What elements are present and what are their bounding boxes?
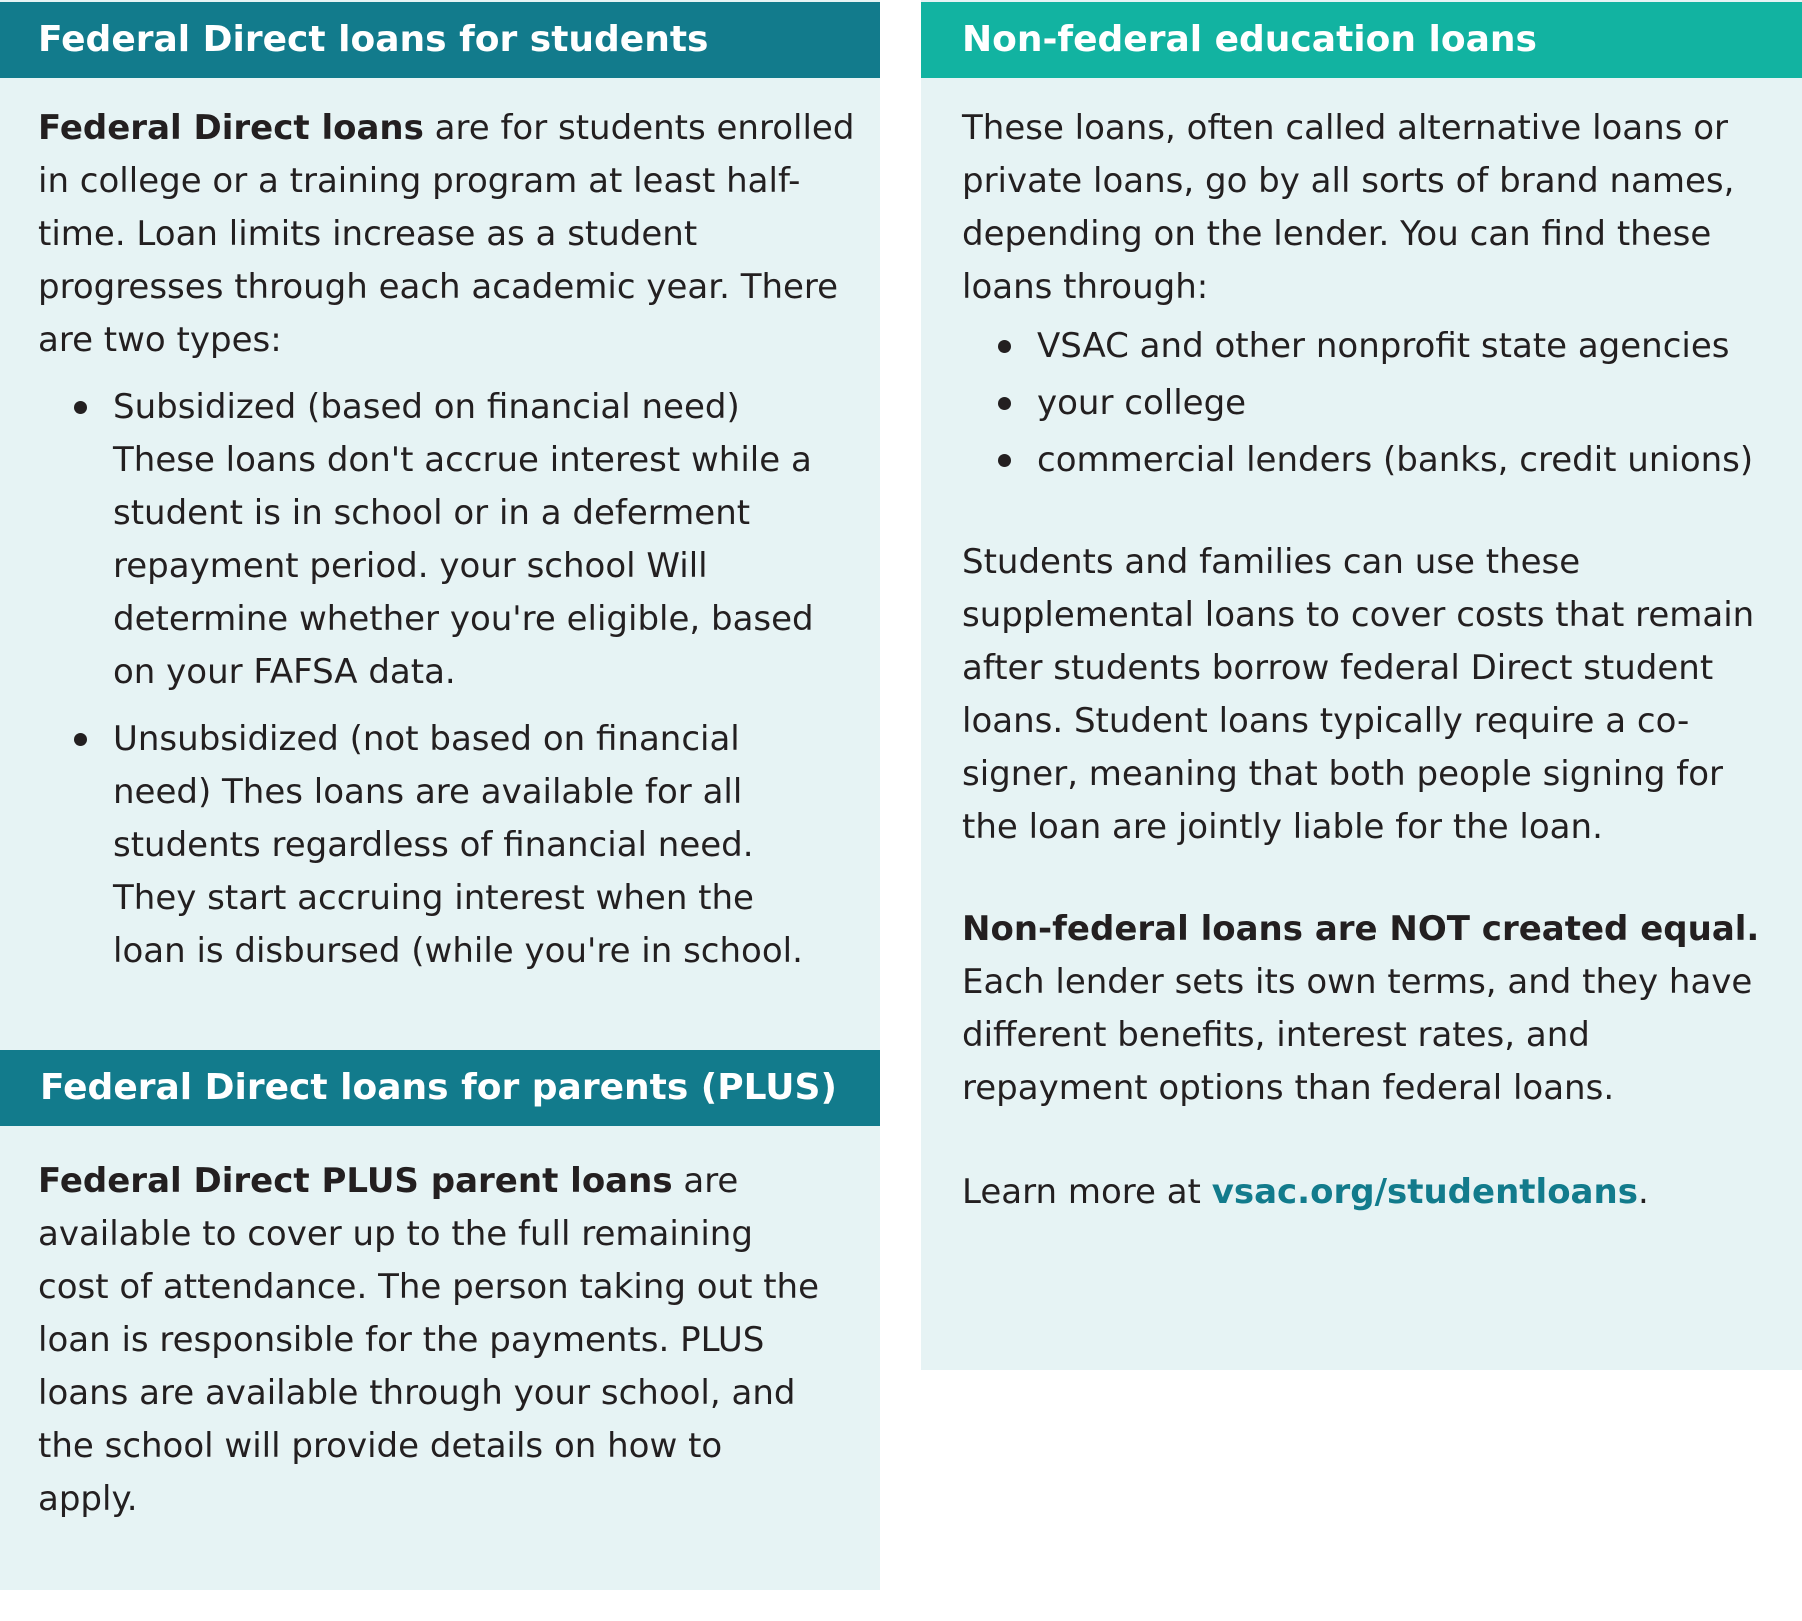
list-item bbox=[962, 434, 1772, 487]
bullet-icon bbox=[998, 397, 1011, 410]
unsubsidized-loan-text: Unsubsidized (not based on financial need) Thes loans are available for all students regardless of financial need. They start accruing interest when the loan is disbursed (while you're in school. bbox=[113, 719, 803, 971]
source-vsac: VSAC and other nonprofit state agencies bbox=[1037, 326, 1730, 366]
bullet-icon bbox=[998, 340, 1011, 353]
non-federal-intro: These loans, often called alternative loans or private loans, go by all sorts of brand names, depending on the lender. You can find these loans through: bbox=[962, 108, 1735, 307]
parents-loans-title: Federal Direct loans for parents (PLUS) bbox=[40, 1067, 837, 1108]
students-loans-title: Federal Direct loans for students bbox=[38, 19, 709, 60]
list-item bbox=[962, 377, 1772, 430]
students-loans-panel bbox=[0, 0, 880, 1590]
parents-loans-intro-bold: Federal Direct PLUS parent loans bbox=[38, 1161, 673, 1201]
vsac-studentloans-link[interactable]: vsac.org/studentloans bbox=[1211, 1172, 1638, 1212]
parents-loans-body bbox=[38, 1155, 828, 1526]
non-federal-loans-header bbox=[921, 2, 1802, 78]
students-loans-intro-bold: Federal Direct loans bbox=[38, 108, 424, 148]
not-equal-paragraph bbox=[962, 903, 1772, 1115]
parents-loans-intro-text: are available to cover up to the full remaining cost of attendance. The person taking out the loan is responsible for the payments. PLUS loans are available through your school, and the school will provide details on how to apply. bbox=[38, 1161, 820, 1519]
bullet-icon bbox=[74, 733, 87, 746]
not-equal-heading: Non-federal loans are NOT created equal. bbox=[962, 909, 1760, 949]
list-item bbox=[38, 713, 818, 978]
non-federal-loans-title: Non-federal education loans bbox=[962, 19, 1537, 60]
bullet-icon bbox=[998, 454, 1011, 467]
parents-loans-header bbox=[0, 1050, 880, 1126]
bullet-icon bbox=[74, 401, 87, 414]
subsidized-loan-text: Subsidized (based on financial need) These loans don't accrue interest while a student is in school or in a deferment repayment period. your school Will determine whether you're eligible, based on your FAFSA data. bbox=[113, 387, 814, 692]
not-equal-text: Each lender sets its own terms, and they have different benefits, interest rates, and repayment options than federal loans. bbox=[962, 962, 1753, 1108]
learn-more-suffix: . bbox=[1637, 1172, 1649, 1212]
students-loans-types-list bbox=[38, 381, 858, 978]
learn-more-line bbox=[962, 1166, 1772, 1219]
source-commercial: commercial lenders (banks, credit unions) bbox=[1037, 440, 1754, 480]
students-loans-intro bbox=[38, 102, 858, 367]
students-loans-body bbox=[38, 102, 858, 978]
supplemental-loans-paragraph: Students and families can use these supplemental loans to cover costs that remain after students borrow federal Direct student loans. Student loans typically require a co-signer, meaning that both people signing for the loan are jointly liable for the loan. bbox=[962, 542, 1755, 847]
parents-loans-intro bbox=[38, 1155, 828, 1526]
non-federal-loans-panel bbox=[921, 0, 1802, 1370]
list-item bbox=[962, 320, 1772, 373]
students-loans-header bbox=[0, 2, 880, 78]
source-college: your college bbox=[1037, 383, 1247, 423]
students-loans-intro-text: are for students enrolled in college or a training program at least half-time. Loan limits increase as a student progresses through each academic year. There are two types: bbox=[38, 108, 855, 360]
lender-sources-list bbox=[962, 320, 1772, 487]
list-item bbox=[38, 381, 818, 699]
learn-more-prefix: Learn more at bbox=[962, 1172, 1212, 1212]
non-federal-loans-body bbox=[962, 102, 1772, 1219]
